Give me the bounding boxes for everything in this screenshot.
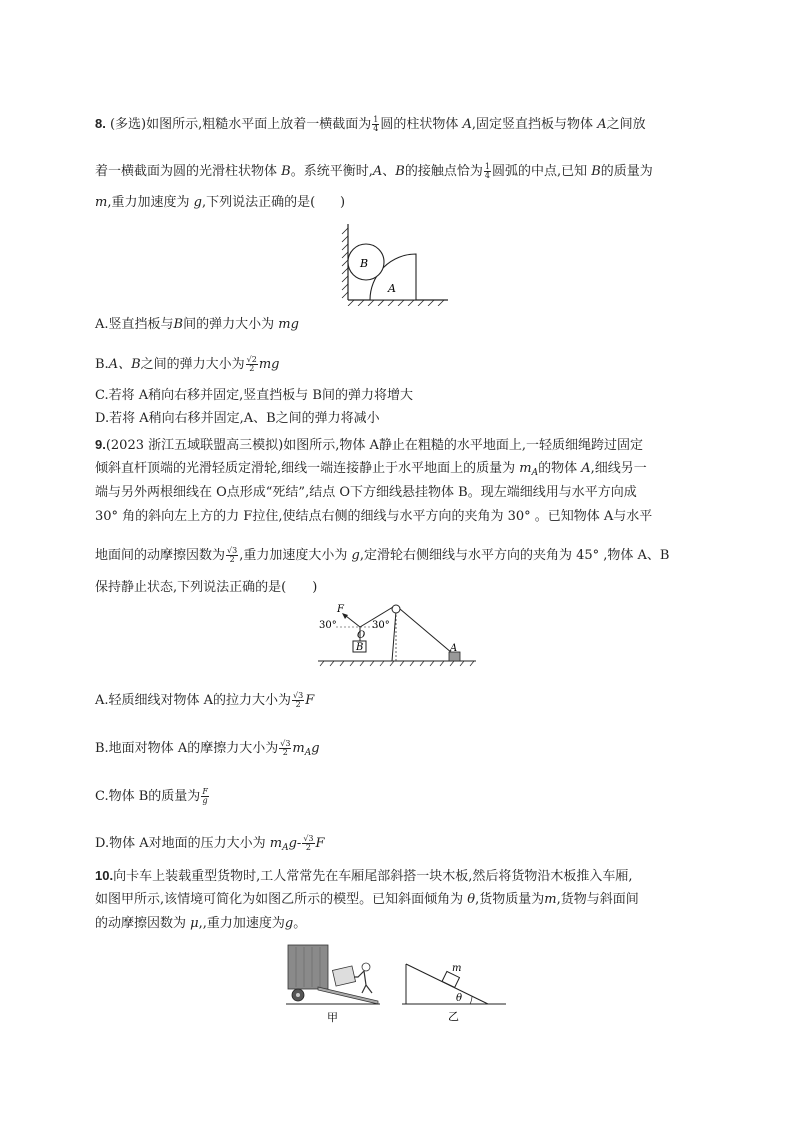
q9-option-D: D.物体 A对地面的压力大小为 $m_Ag-$ $\frac{√3}{2}$ F bbox=[95, 834, 325, 853]
text: 固定竖直挡板与物体 bbox=[476, 117, 594, 132]
q9-line-4: 30° 角的斜向左上方的力 F拉住,使结点右侧的细线与水平方向的夹角为 30° 。已知物体 A与水平 bbox=[95, 509, 653, 524]
label-30deg-right: 30° bbox=[372, 620, 390, 631]
q9-line-2 bbox=[95, 460, 647, 482]
var: A bbox=[597, 117, 607, 132]
text: ,重力加速度为 bbox=[202, 916, 285, 931]
text: 的质量为 bbox=[600, 164, 653, 179]
fraction-denominator: 4 bbox=[373, 124, 379, 133]
fraction bbox=[226, 547, 238, 564]
fraction-denominator: g bbox=[202, 796, 208, 805]
text: 间的弹力大小为 bbox=[183, 317, 275, 332]
text: 重力加速度为 bbox=[111, 195, 190, 210]
text: 的接触点恰为 bbox=[404, 164, 483, 179]
label-theta: θ bbox=[456, 993, 463, 1004]
fraction bbox=[279, 740, 291, 757]
fraction bbox=[484, 163, 491, 180]
text: , bbox=[107, 195, 112, 210]
text: 向卡车上装载重型货物时,工人常常先在车厢尾部斜搭一块木板,然后将货物沿木板推入车厢, bbox=[113, 869, 633, 884]
q9-option-A bbox=[95, 692, 314, 710]
q9-line-3: 端与另外两根细线在 O点形成“死结”,结点 O下方细线悬挂物体 B。现左端细线用与水平方向成 bbox=[95, 485, 637, 500]
label-B: B bbox=[360, 257, 369, 270]
text: D.物体 A对地面的压力大小为 bbox=[95, 836, 266, 851]
fraction bbox=[201, 788, 209, 805]
fraction-denominator: 4 bbox=[484, 171, 490, 180]
q8-option-B bbox=[95, 356, 280, 374]
text: ,货物与斜面间 bbox=[556, 892, 639, 907]
q8-line-3 bbox=[95, 194, 345, 212]
var: A bbox=[462, 117, 472, 132]
var: g bbox=[311, 741, 320, 756]
var: m bbox=[278, 317, 291, 332]
text: 。系统平衡时, bbox=[290, 164, 373, 179]
text: C.物体 B的质量为 bbox=[95, 789, 201, 804]
q10-figure-yi bbox=[398, 958, 510, 1022]
fraction bbox=[302, 835, 314, 852]
var: B bbox=[173, 317, 184, 332]
fraction bbox=[246, 356, 258, 373]
q9-option-B bbox=[95, 740, 320, 762]
q8-line-1 bbox=[95, 115, 646, 134]
label-yi: 乙 bbox=[448, 1010, 459, 1022]
fraction-denominator: 2 bbox=[305, 843, 311, 852]
text: 圆弧的中点,已知 bbox=[491, 164, 588, 179]
text: ,重力加速度大小为 bbox=[239, 548, 348, 563]
text: ) bbox=[339, 195, 346, 210]
q8-figure bbox=[340, 222, 452, 306]
text: 圆的柱状物体 bbox=[380, 117, 459, 132]
label-m: m bbox=[452, 963, 462, 974]
text: ,下列说法正确的是( bbox=[201, 195, 316, 210]
text: 之间的弹力大小为 bbox=[140, 357, 245, 372]
cargo-box bbox=[332, 966, 355, 986]
text: 之间放 bbox=[606, 117, 646, 132]
q9-line-6: 保持静止状态,下列说法正确的是( ) bbox=[95, 580, 318, 595]
var: g bbox=[351, 548, 360, 563]
text: 的物体 bbox=[538, 461, 578, 476]
var: F bbox=[305, 693, 315, 708]
var: g bbox=[284, 916, 294, 931]
text: 倾斜直杆顶端的光滑轻质定滑轮,细线一端连接静止于水平地面上的质量为 bbox=[95, 461, 516, 476]
label-30deg-left: 30° bbox=[319, 620, 337, 631]
label-jia: 甲 bbox=[327, 1011, 338, 1023]
text: B. bbox=[95, 357, 109, 372]
var: θ bbox=[467, 892, 476, 907]
q8-option-D: D.若将 A稍向右移并固定,A、B之间的弹力将减小 bbox=[95, 411, 380, 426]
subscript: A bbox=[531, 468, 539, 478]
text: 如图甲所示,该情境可简化为如图乙所示的模型。已知斜面倾角为 bbox=[95, 892, 464, 907]
fraction bbox=[372, 116, 379, 133]
fraction-numerator: √3 bbox=[293, 691, 304, 700]
text: (2023 浙江五域联盟高三模拟)如图所示,物体 A静止在粗糙的水平地面上,一轻质细绳跨过固定 bbox=[105, 438, 643, 453]
q10-figure-jia bbox=[282, 943, 382, 1023]
var: m bbox=[292, 741, 305, 756]
text: 。 bbox=[293, 916, 307, 931]
var: g bbox=[193, 195, 202, 210]
q10-line-3 bbox=[95, 915, 306, 933]
label-F: F bbox=[337, 604, 344, 615]
var: B bbox=[281, 164, 291, 179]
var: A、B bbox=[108, 357, 141, 372]
fraction bbox=[292, 692, 304, 709]
var: m bbox=[269, 836, 283, 851]
label-A: A bbox=[388, 282, 396, 295]
q10-line-2 bbox=[95, 891, 639, 909]
var: g bbox=[271, 357, 280, 372]
text: 的动摩擦因数为 bbox=[95, 916, 187, 931]
var: B bbox=[395, 164, 405, 179]
fraction-numerator: √2 bbox=[246, 355, 257, 364]
var: g bbox=[290, 317, 299, 332]
fraction-numerator: 1 bbox=[373, 115, 379, 124]
fraction-numerator: √3 bbox=[280, 739, 291, 748]
question-number: 10. bbox=[95, 868, 114, 883]
fraction-denominator: 2 bbox=[229, 555, 235, 564]
q8-option-C: C.若将 A稍向右移并固定,竖直挡板与 B间的弹力将增大 bbox=[95, 388, 413, 403]
text: , bbox=[471, 117, 477, 132]
worker-head bbox=[362, 963, 370, 971]
var: A bbox=[581, 461, 591, 476]
var: m bbox=[95, 195, 108, 210]
text: ,货物质量为 bbox=[475, 892, 545, 907]
question-number: 9. bbox=[95, 437, 106, 452]
question-number: 8. bbox=[95, 116, 106, 131]
fraction-numerator: √3 bbox=[227, 546, 238, 555]
label-O: O bbox=[357, 630, 366, 641]
var: A bbox=[372, 164, 383, 179]
fraction-numerator: F bbox=[202, 787, 208, 796]
q9-figure bbox=[316, 603, 478, 667]
var: F bbox=[315, 836, 325, 851]
var: m bbox=[519, 461, 532, 476]
q8-line-2 bbox=[95, 163, 653, 181]
slanted-rod bbox=[392, 611, 396, 661]
q8-option-A bbox=[95, 316, 299, 334]
q10-line-1 bbox=[95, 867, 632, 886]
fraction-denominator: 2 bbox=[249, 364, 255, 373]
pulley bbox=[392, 605, 400, 613]
text: A.竖直挡板与 bbox=[95, 317, 174, 332]
text: , bbox=[198, 916, 203, 931]
fraction-numerator: √3 bbox=[303, 834, 314, 843]
q9-line-1 bbox=[95, 436, 643, 455]
text: 着一横截面为圆的光滑柱状物体 bbox=[95, 164, 278, 179]
text: ,定滑轮右侧细线与水平方向的夹角为 45° ,物体 A、B bbox=[359, 548, 670, 563]
var: m bbox=[544, 892, 557, 907]
q9-line-5 bbox=[95, 547, 669, 565]
q9-option-C bbox=[95, 788, 210, 806]
fraction-denominator: 2 bbox=[295, 700, 301, 709]
text: A.轻质细线对物体 A的拉力大小为 bbox=[95, 693, 292, 708]
text: (多选)如图所示,粗糙水平面上放着一横截面为 bbox=[109, 117, 372, 132]
fraction-denominator: 2 bbox=[282, 748, 288, 757]
var: μ bbox=[190, 916, 199, 931]
truck-body bbox=[288, 945, 328, 989]
text: 地面间的动摩擦因数为 bbox=[95, 548, 226, 563]
subscript: A bbox=[282, 843, 289, 853]
var: g bbox=[288, 836, 297, 851]
var: m bbox=[258, 357, 272, 372]
text: ,细线另一 bbox=[590, 461, 647, 476]
label-B: B bbox=[356, 642, 364, 653]
label-A: A bbox=[450, 643, 458, 654]
fraction-numerator: 1 bbox=[484, 162, 490, 171]
subscript: A bbox=[304, 748, 312, 758]
text: B.地面对物体 A的摩擦力大小为 bbox=[95, 741, 279, 756]
text: 、 bbox=[382, 164, 396, 179]
var: B bbox=[591, 164, 601, 179]
